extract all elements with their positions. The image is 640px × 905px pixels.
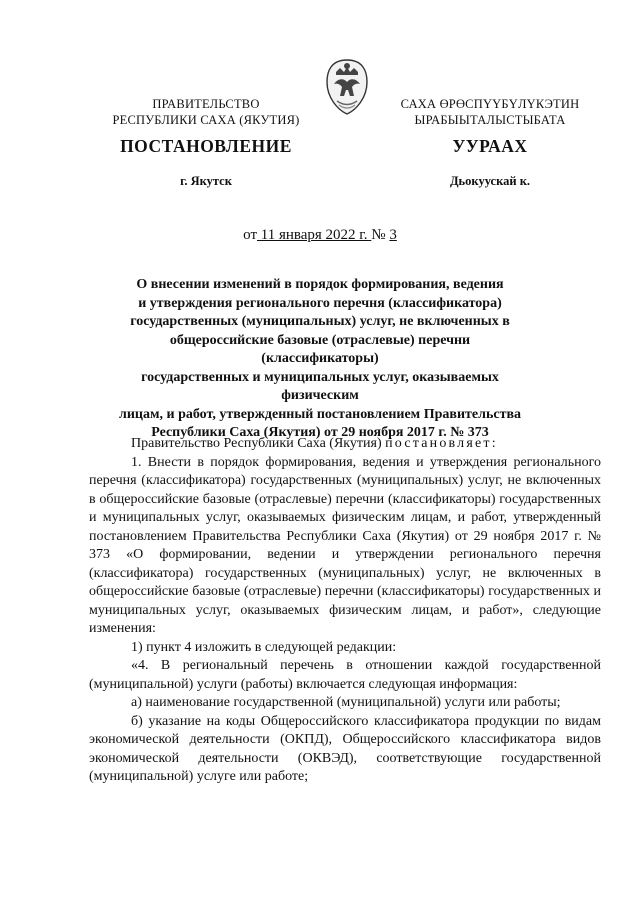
document-number: 3	[389, 227, 397, 243]
subject-line: и утверждения регионального перечня (классификатора)	[138, 295, 502, 311]
header-right-line1: САХА ӨРӨСПҮҮБҮЛҮКЭТИН	[400, 97, 580, 111]
subject-line: государственных и муниципальных услуг, оказываемых физическим	[141, 369, 499, 403]
header-right-line2: ЫРАБЫЫТАЛЫСТЫБАТА	[414, 113, 566, 127]
city-label-sakha: Дьокуускай к.	[449, 174, 531, 188]
date-number-line	[0, 227, 640, 244]
city-label: г. Якутск	[180, 174, 232, 188]
intro-paragraph	[89, 435, 601, 454]
intro-spaced-word: постановляет:	[385, 436, 498, 451]
header-right	[380, 96, 600, 128]
subject-line: О внесении изменений в порядок формирования, ведения	[136, 277, 504, 292]
coat-of-arms-emblem	[324, 58, 370, 116]
document-subject	[110, 276, 530, 443]
paragraph-2: 1) пункт 4 изложить в следующей редакции:	[131, 639, 397, 655]
paragraph-4: а) наименование государственной (муниципальной) услуги или работы;	[131, 695, 561, 710]
subject-line: государственных (муниципальных) услуг, не включенных в	[130, 314, 510, 329]
subject-line: Республики Саха (Якутия) от 29 ноября 2017 г. № 373	[151, 425, 489, 440]
date-prefix: от	[243, 227, 257, 243]
header-left-line1: ПРАВИТЕЛЬСТВО	[152, 97, 260, 111]
number-prefix: №	[371, 227, 390, 243]
subject-line: лицам, и работ, утвержденный постановлением Правительства	[118, 406, 522, 422]
document-body	[89, 435, 601, 787]
document-type-title-sakha: УУРААХ	[452, 136, 528, 156]
document-date: 11 января 2022 г.	[257, 227, 372, 243]
paragraph-1: 1. Внести в порядок формирования, ведения и утверждения регионального перечня (классификатора) государственных (муниципальных) услуг, не включенных в общероссийские базовые (отраслевые) перечни (классификаторы) государственных и муниципальных услуг, оказываемых физическим лицам, и работ, утвержденный постановлением Правительства Республики Саха (Якутия) от 29 ноября 2017 г. № 373 «О формировании, ведении и утверждении регионального перечня (классификатора) государственных (муниципальных) услуг, не включенных в общероссийские базовые (отраслевые) перечни (классификаторы) государственных и муниципальных услуг, оказываемых физическим лицам, и работ», следующие изменения:	[89, 454, 601, 636]
paragraph-5: б) указание на коды Общероссийского классификатора продукции по видам экономической деятельности (ОКПД), Общероссийского классификатора видов экономической деятельности (ОКВЭД), соответствующие государственной (муниципальной) услуге или работе;	[89, 713, 601, 784]
intro-text: Правительство Республики Саха (Якутия)	[131, 436, 386, 451]
document-type-title: ПОСТАНОВЛЕНИЕ	[120, 136, 292, 156]
header-left	[96, 96, 316, 128]
subject-line: общероссийские базовые (отраслевые) перечни (классификаторы)	[169, 332, 471, 366]
paragraph-3: «4. В региональный перечень в отношении каждой государственной (муниципальной) услуги (работы) включается следующая информация:	[89, 658, 601, 692]
header-left-line2: РЕСПУБЛИКИ САХА (ЯКУТИЯ)	[112, 113, 300, 127]
